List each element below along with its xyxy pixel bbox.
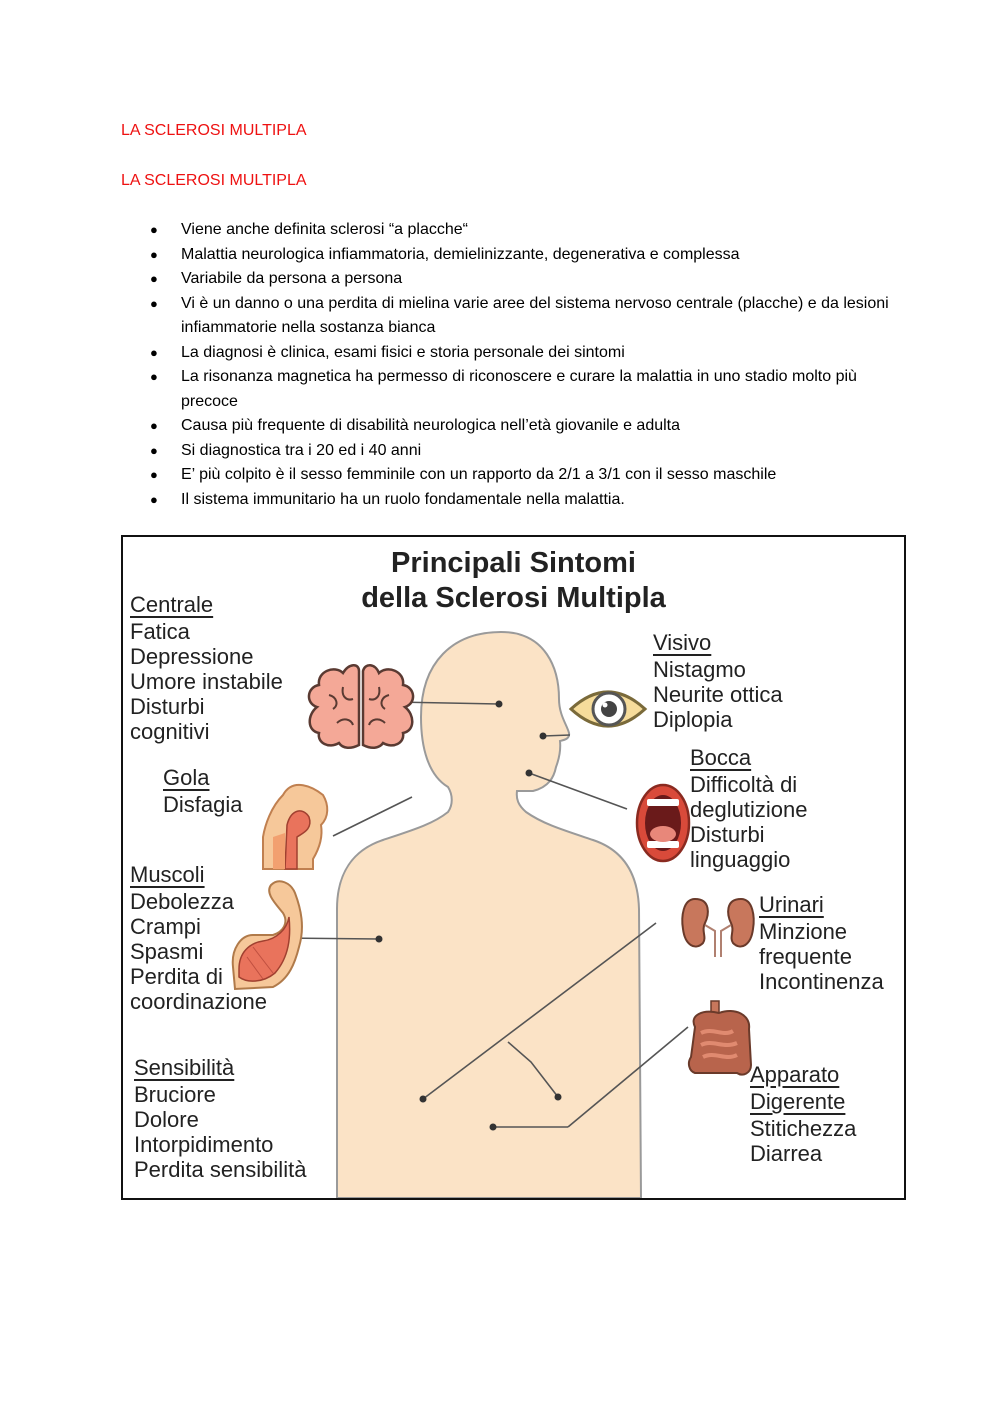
mouth-icon <box>637 785 689 861</box>
group-centrale <box>130 592 283 744</box>
group-item: Umore instabile <box>130 669 283 694</box>
list-item: ● La risonanza magnetica ha permesso di riconoscere e curare la malattia in uno stadio molto più precoce <box>150 365 910 414</box>
symptoms-figure <box>121 535 906 1200</box>
group-title: Gola <box>163 765 210 790</box>
brain-icon <box>309 665 413 748</box>
group-visivo <box>653 630 783 732</box>
section-heading: LA SCLEROSI MULTIPLA <box>121 172 307 189</box>
group-title: Visivo <box>653 630 712 655</box>
group-item: Disturbi <box>690 822 765 847</box>
figure-title-line2: della Sclerosi Multipla <box>361 582 666 614</box>
list-item: ● Si diagnostica tra i 20 ed i 40 anni <box>150 439 910 464</box>
list-item: ● Vi è un danno o una perdita di mielina varie aree del sistema nervoso centrale (placche) e da lesioni infiammatorie nella sostanza bianca <box>150 292 910 341</box>
group-item: Difficoltà di <box>690 772 798 797</box>
eye-icon <box>571 692 645 726</box>
group-title: Digerente <box>750 1089 846 1114</box>
kidneys-icon <box>682 899 753 957</box>
group-bocca <box>690 745 807 872</box>
group-item: Neurite ottica <box>653 682 783 707</box>
group-item: cognitivi <box>130 719 210 744</box>
group-item: Debolezza <box>130 889 234 914</box>
page-title: LA SCLEROSI MULTIPLA <box>121 122 307 139</box>
group-item: Perdita di <box>130 964 223 989</box>
list-item: ● Variabile da persona a persona <box>150 267 910 292</box>
group-sensibilita <box>134 1055 306 1182</box>
group-item: Nistagmo <box>653 657 746 682</box>
throat-icon <box>263 785 327 869</box>
group-item: Disfagia <box>163 792 243 817</box>
group-title: Centrale <box>130 592 214 617</box>
group-item: Dolore <box>134 1107 199 1132</box>
group-digerente <box>750 1062 856 1166</box>
group-title: Bocca <box>690 745 752 770</box>
group-gola <box>163 765 242 817</box>
group-item: Bruciore <box>134 1082 216 1107</box>
group-item: linguaggio <box>690 847 791 872</box>
bullet-list <box>150 218 910 512</box>
group-item: Crampi <box>130 914 201 939</box>
group-title: Muscoli <box>130 862 205 887</box>
group-title: Apparato <box>750 1062 840 1087</box>
list-item: ● E’ più colpito è il sesso femminile con un rapporto da 2/1 a 3/1 con il sesso maschile <box>150 463 910 488</box>
group-item: Incontinenza <box>759 969 884 994</box>
figure-title-line1: Principali Sintomi <box>391 547 636 579</box>
group-item: Diarrea <box>750 1141 823 1166</box>
group-item: coordinazione <box>130 989 267 1014</box>
group-item: Diplopia <box>653 707 733 732</box>
list-item: ● Viene anche definita sclerosi “a placche“ <box>150 218 910 243</box>
group-item: Stitichezza <box>750 1116 857 1141</box>
group-urinari <box>759 892 884 994</box>
group-item: Minzione <box>759 919 848 944</box>
group-item: deglutizione <box>690 797 808 822</box>
group-item: Disturbi <box>130 694 205 719</box>
group-title: Sensibilità <box>134 1055 235 1080</box>
list-item: ● La diagnosi è clinica, esami fisici e storia personale dei sintomi <box>150 341 910 366</box>
group-item: Spasmi <box>130 939 204 964</box>
list-item: ● Causa più frequente di disabilità neurologica nell’età giovanile e adulta <box>150 414 910 439</box>
group-item: frequente <box>759 944 852 969</box>
group-item: Depressione <box>130 644 254 669</box>
list-item: ● Malattia neurologica infiammatoria, demielinizzante, degenerativa e complessa <box>150 243 910 268</box>
group-item: Intorpidimento <box>134 1132 274 1157</box>
group-title: Urinari <box>759 892 824 917</box>
list-item: ● Il sistema immunitario ha un ruolo fondamentale nella malattia. <box>150 488 910 513</box>
group-item: Fatica <box>130 619 190 644</box>
intestine-icon <box>689 1001 751 1075</box>
group-muscoli <box>130 862 267 1014</box>
group-item: Perdita sensibilità <box>134 1157 307 1182</box>
